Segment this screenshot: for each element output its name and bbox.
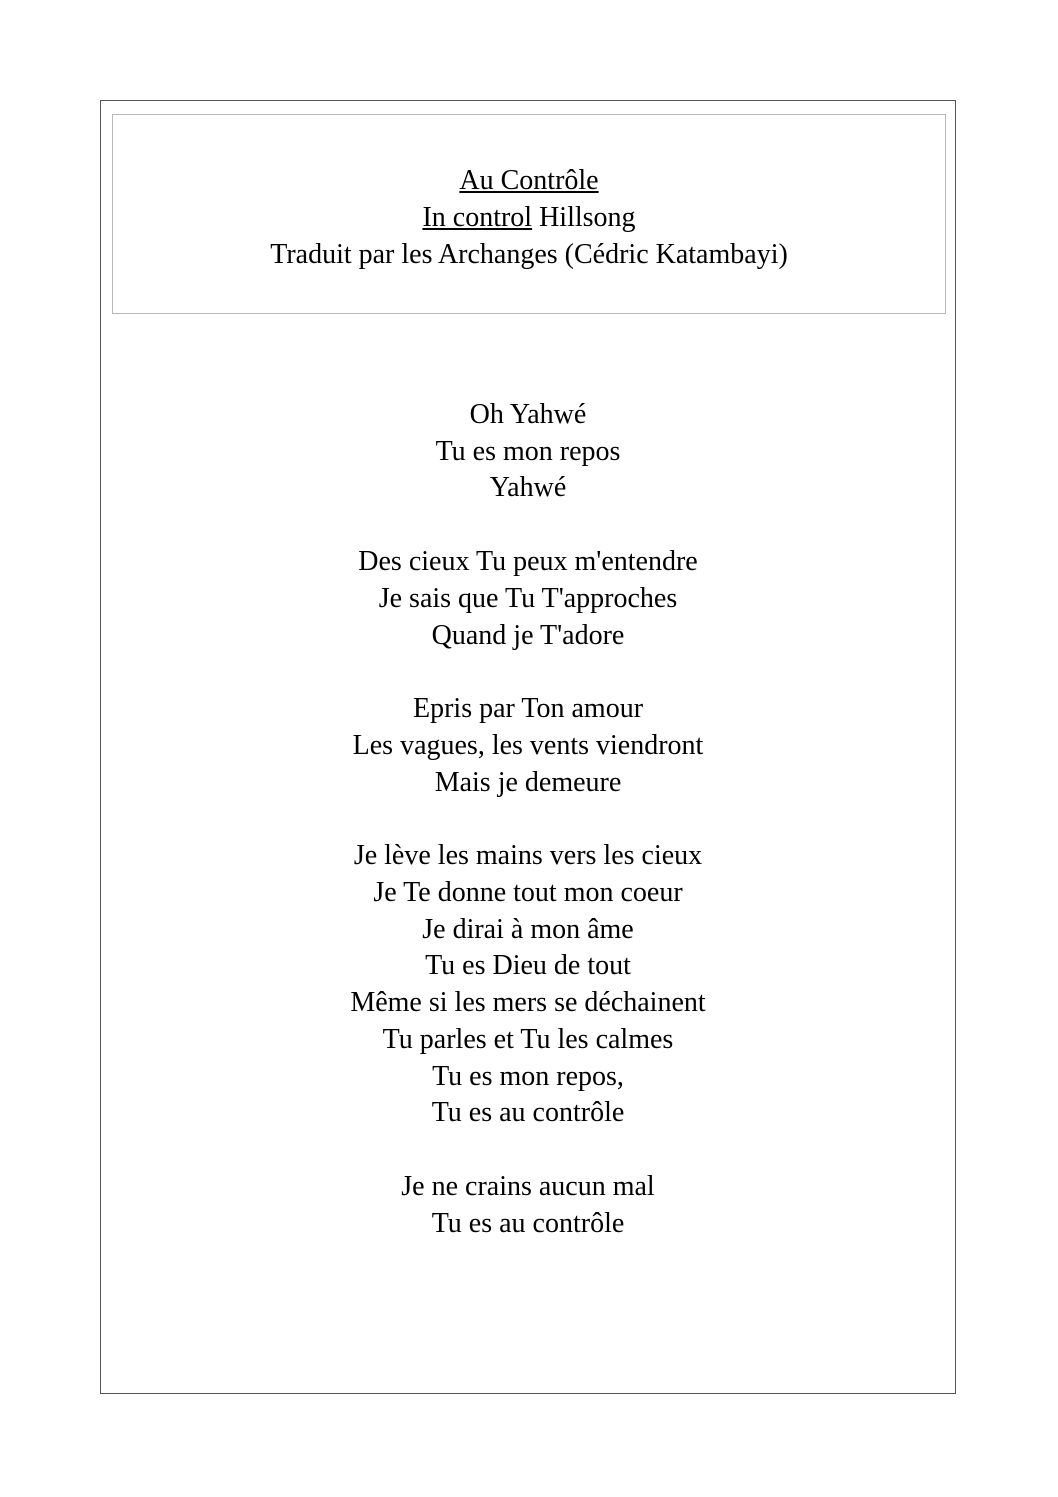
lyric-line: Tu es au contrôle bbox=[431, 1207, 625, 1239]
title-box bbox=[112, 114, 946, 314]
stanza-2 bbox=[100, 544, 956, 654]
song-title-line bbox=[113, 162, 945, 199]
lyric-line: Je sais que Tu T'approches bbox=[378, 582, 678, 614]
stanza-5 bbox=[100, 1169, 956, 1242]
stanza-3 bbox=[100, 691, 956, 801]
original-title: In control bbox=[422, 202, 533, 233]
stanza-1 bbox=[100, 397, 956, 507]
lyric-line: Tu es Dieu de tout bbox=[425, 950, 631, 982]
lyric-line: Tu es au contrôle bbox=[431, 1097, 625, 1129]
lyric-line: Je dirai à mon âme bbox=[422, 913, 634, 945]
lyric-line: Je ne crains aucun mal bbox=[401, 1170, 655, 1202]
lyric-line: Quand je T'adore bbox=[431, 619, 625, 651]
stanza-4 bbox=[100, 838, 956, 1132]
lyric-line: Yahwé bbox=[489, 472, 567, 504]
lyric-line: Tu parles et Tu les calmes bbox=[382, 1023, 674, 1055]
lyric-line: Tu es mon repos bbox=[435, 435, 621, 467]
lyric-line: Des cieux Tu peux m'entendre bbox=[358, 546, 698, 578]
lyric-line: Epris par Ton amour bbox=[412, 693, 644, 725]
lyrics-body bbox=[100, 397, 956, 1279]
original-artist: Hillsong bbox=[532, 202, 636, 233]
original-song-line bbox=[113, 199, 945, 236]
lyric-line: Les vagues, les vents viendront bbox=[352, 729, 704, 761]
lyric-line: Je lève les mains vers les cieux bbox=[353, 840, 703, 872]
song-title: Au Contrôle bbox=[459, 165, 599, 196]
translator-credit: Traduit par les Archanges (Cédric Katambayi) bbox=[270, 239, 788, 270]
lyric-line: Mais je demeure bbox=[434, 766, 622, 798]
lyric-line: Oh Yahwé bbox=[469, 399, 587, 430]
lyric-line: Je Te donne tout mon coeur bbox=[373, 877, 683, 909]
lyric-line: Même si les mers se déchainent bbox=[350, 987, 706, 1019]
lyric-line: Tu es mon repos, bbox=[432, 1060, 624, 1092]
